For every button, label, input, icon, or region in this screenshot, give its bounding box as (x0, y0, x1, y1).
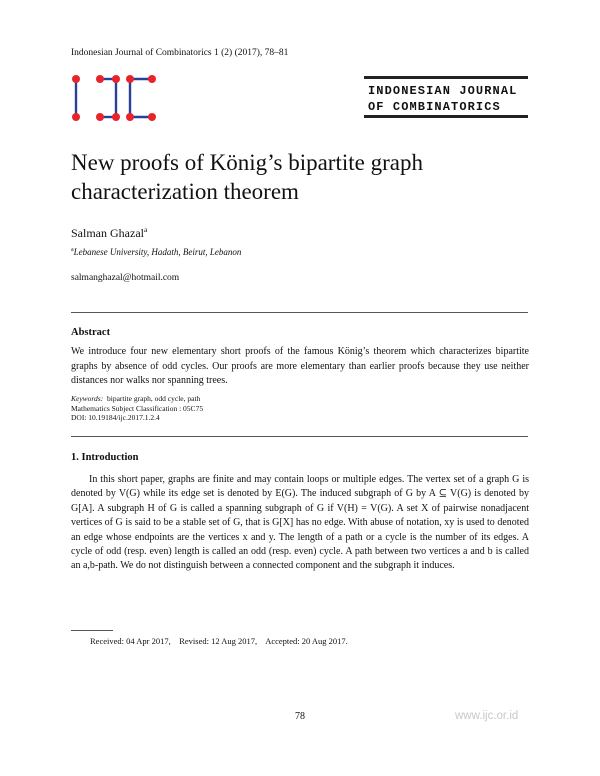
journal-name-box (364, 76, 528, 118)
affiliation-text: Lebanese University, Hadath, Beirut, Lebanon (73, 247, 242, 257)
revised-date: Revised: 12 Aug 2017, (179, 636, 258, 646)
author-email[interactable]: salmanghazal@hotmail.com (71, 273, 180, 283)
journal-url[interactable]: www.ijc.or.id (455, 710, 519, 722)
logo-edges (76, 79, 152, 117)
journal-logo (68, 74, 158, 124)
journal-citation: Indonesian Journal of Combinatorics 1 (2) (2017), 78–81 (71, 48, 289, 58)
abstract-text: We introduce four new elementary short proofs of the famous König’s theorem which characterizes bipartite graphs by absence of odd cycles. Our proofs are more elementary than earlier proofs because they use neither distances nor walks nor spanning trees. (71, 346, 529, 386)
affiliation (71, 247, 241, 257)
journal-name-line2: OF COMBINATORICS (368, 100, 501, 114)
journal-name-line1: INDONESIAN JOURNAL (368, 84, 518, 98)
affiliation-marker: a (71, 247, 74, 253)
keywords: bipartite graph, odd cycle, path (106, 394, 201, 403)
author (71, 225, 147, 241)
keywords-label: Keywords: (71, 394, 104, 403)
footnote-rule (71, 630, 113, 631)
footnote-dates (90, 636, 348, 646)
article-title: New proofs of König’s bipartite graph characterization theorem (71, 150, 423, 204)
logo-nodes (72, 75, 156, 121)
abstract-top-rule (71, 312, 528, 313)
section-heading-introduction: 1. Introduction (71, 452, 139, 463)
page-number: 78 (295, 711, 305, 722)
article-metadata (71, 394, 203, 423)
abstract-bottom-rule (71, 436, 528, 437)
author-name: Salman Ghazal (71, 226, 144, 240)
doi-line[interactable]: DOI: 10.19184/ijc.2017.1.2.4 (71, 413, 160, 422)
received-date: Received: 04 Apr 2017, (90, 636, 171, 646)
keywords-line (71, 394, 203, 404)
introduction-paragraph: In this short paper, graphs are finite and may contain loops or multiple edges. The vertex set of a graph G is denoted by V(G) while its edge set is denoted by E(G). The induced subgraph of G by A ⊆ V(G) is denoted by G[A]. A subgraph H of G is called a spanning subgraph of G if V(H) = V(G). A set X of pairwise nonadjacent vertices of G is said to be a stable set of G, that is G[X] has no edge. With abuse of notation, xy is used to denoted an edge whose endpoints are the vertices x and y. The length of a path or a cycle is the number of its edges. A cycle of odd (resp. even) length is called an odd (resp. even) cycle. A path between two vertices a and b is called an a,b-path. We do not distinguish between a connected component and the subgraph it induces. (71, 474, 529, 572)
msc-line: Mathematics Subject Classification : 05C75 (71, 403, 204, 413)
abstract-heading: Abstract (71, 327, 111, 338)
accepted-date: Accepted: 20 Aug 2017. (265, 636, 348, 646)
author-marker: a (143, 225, 148, 234)
